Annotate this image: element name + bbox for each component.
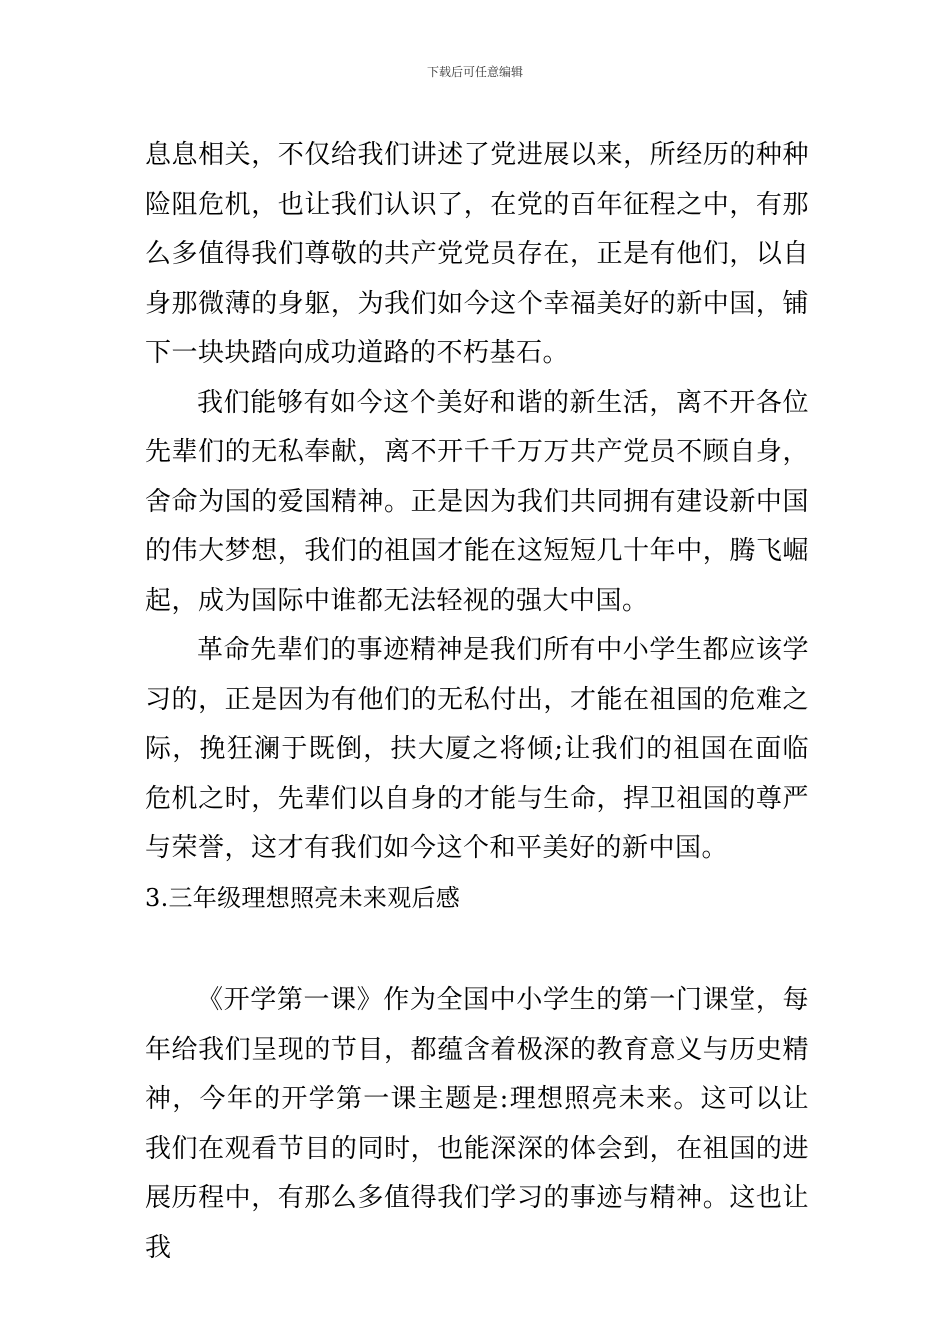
page-header: 下载后可任意编辑 [426,65,523,79]
paragraph-continued: 息息相关，不仅给我们讲述了党进展以来，所经历的种种险阻危机，也让我们认识了，在党的百年征程之中，有那么多值得我们尊敬的共产党党员存在，正是有他们，以自身那微薄的身躯，为我们如今这个幸福美好的新中国，铺下一块块踏向成功道路的不朽基石。 [145,140,809,368]
section-heading: 3.三年级理想照亮未来观后感 [145,883,461,912]
section-spacer [145,923,809,976]
paragraph: 革命先辈们的事迹精神是我们所有中小学生都应该学习的，正是因为有他们的无私付出，才能在祖国的危难之际，挽狂澜于既倒，扶大厦之将倾;让我们的祖国在面临危机之时，先辈们以自身的才能与生命，捍卫祖国的尊严与荣誉，这才有我们如今这个和平美好的新中国。 [145,635,809,863]
paragraph: 我们能够有如今这个美好和谐的新生活，离不开各位先辈们的无私奉献，离不开千千万万共产党员不顾自身，舍命为国的爱国精神。正是因为我们共同拥有建设新中国的伟大梦想，我们的祖国才能在这短短几十年中，腾飞崛起，成为国际中谁都无法轻视的强大中国。 [145,387,809,616]
section-paragraph: 《开学第一课》作为全国中小学生的第一门课堂，每年给我们呈现的节目，都蕴含着极深的教育意义与历史精神，今年的开学第一课主题是:理想照亮未来。这可以让我们在观看节目的同时，也能深深的体会到，在祖国的进展历程中，有那么多值得我们学习的事迹与精神。这也让我 [145,985,809,1263]
document-body [145,131,809,1273]
